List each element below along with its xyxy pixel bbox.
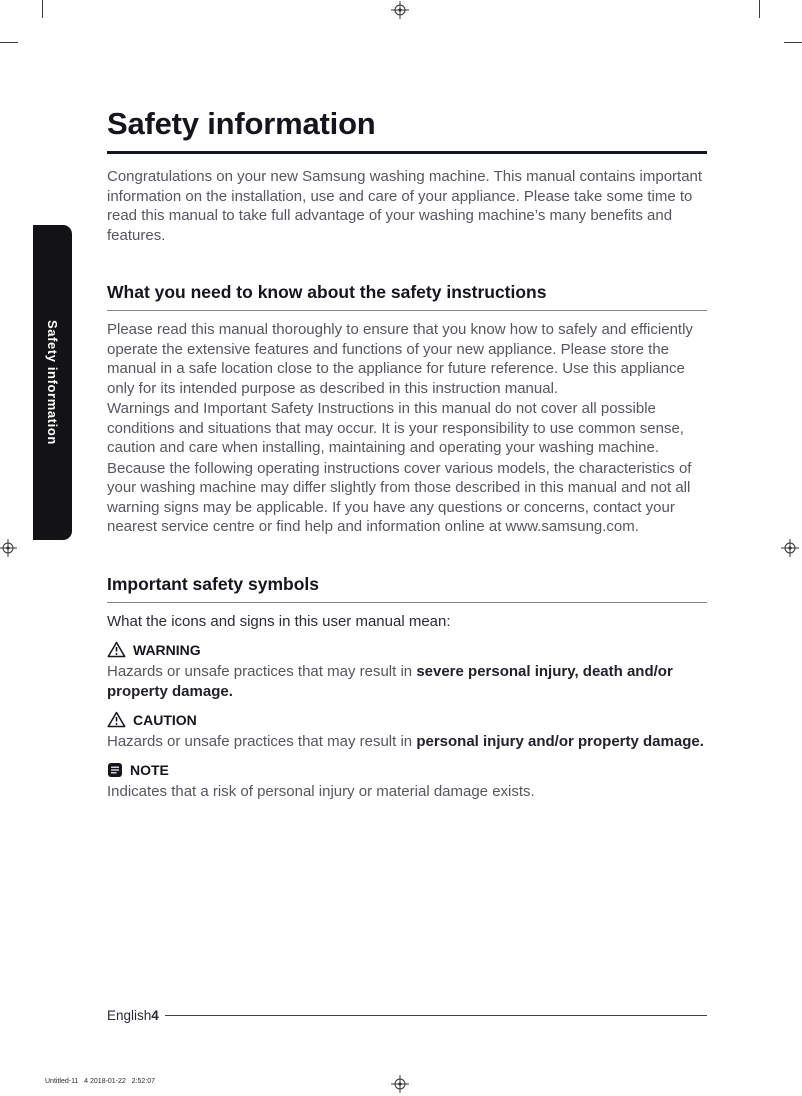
crop-tick-left [0,42,18,43]
caution-text-bold: personal injury and/or property damage. [416,733,704,750]
footer-rule [165,1015,707,1016]
registration-mark-bottom-icon [391,1075,409,1093]
chapter-tab [33,225,72,540]
note-label: NOTE [130,761,169,778]
warning-text-bold: severe personal injury, death and/or property damage. [107,663,673,700]
note-description: Indicates that a risk of personal injury or material damage exists. [107,782,535,800]
section-body [107,320,707,537]
crop-tick-right [784,42,802,43]
paragraph: Please read this manual thoroughly to ensure that you know how to safely and efficiently operate the extensive features and functions of your new appliance. Please store the manual in a safe location close to the appliance for future reference. Use this appliance only for its intended purpose as described in this instruction manual. [107,321,693,397]
section-heading-safety-symbols: Important safety symbols [107,574,707,603]
warning-row [107,641,707,658]
caution-triangle-icon [107,711,126,728]
caution-label: CAUTION [133,711,197,728]
warning-triangle-icon [107,641,126,658]
registration-mark-left-icon [0,539,17,557]
warning-label: WARNING [133,641,201,658]
registration-mark-right-icon [781,539,799,557]
warning-text-normal: Hazards or unsafe practices that may result in [107,663,417,680]
intro-paragraph: Congratulations on your new Samsung washing machine. This manual contains important information on the installation, use and care of your appliance. Please take some time to read this manual to take full advantage of your washing machine’s many benefits and features. [107,168,703,244]
caution-description [107,732,707,752]
footer-page-number: 4 [151,1008,159,1023]
chapter-tab-label: Safety information [45,320,60,445]
page-footer [107,1008,707,1023]
page-title: Safety information [107,106,376,141]
symbols-subheading: What the icons and signs in this user manual mean: [107,612,451,630]
crop-tick-top-right [759,0,760,18]
print-footer: Untitled-11 4 2018-01-22 2:52:07 [45,1078,156,1085]
warning-description [107,662,707,701]
crop-tick-top-left [42,0,43,18]
content-column [107,0,707,801]
note-row [107,762,707,778]
paragraph: Warnings and Important Safety Instructions in this manual do not cover all possible conditions and situations that may occur. It is your responsibility to use common sense, caution and care when installing, maintaining and operating your washing machine. [107,400,684,456]
section-heading-safety-instructions: What you need to know about the safety instructions [107,282,707,311]
paragraph: Because the following operating instructions cover various models, the characteristics of your washing machine may differ slightly from those described in this manual and not all warning signs may be applicable. If you have any questions or concerns, contact your nearest service centre or find help and information online at www.samsung.com. [107,459,692,535]
note-icon [107,762,123,778]
title-rule [107,151,707,154]
caution-text-normal: Hazards or unsafe practices that may result in [107,733,417,750]
caution-row [107,711,707,728]
footer-language: English [107,1008,152,1023]
